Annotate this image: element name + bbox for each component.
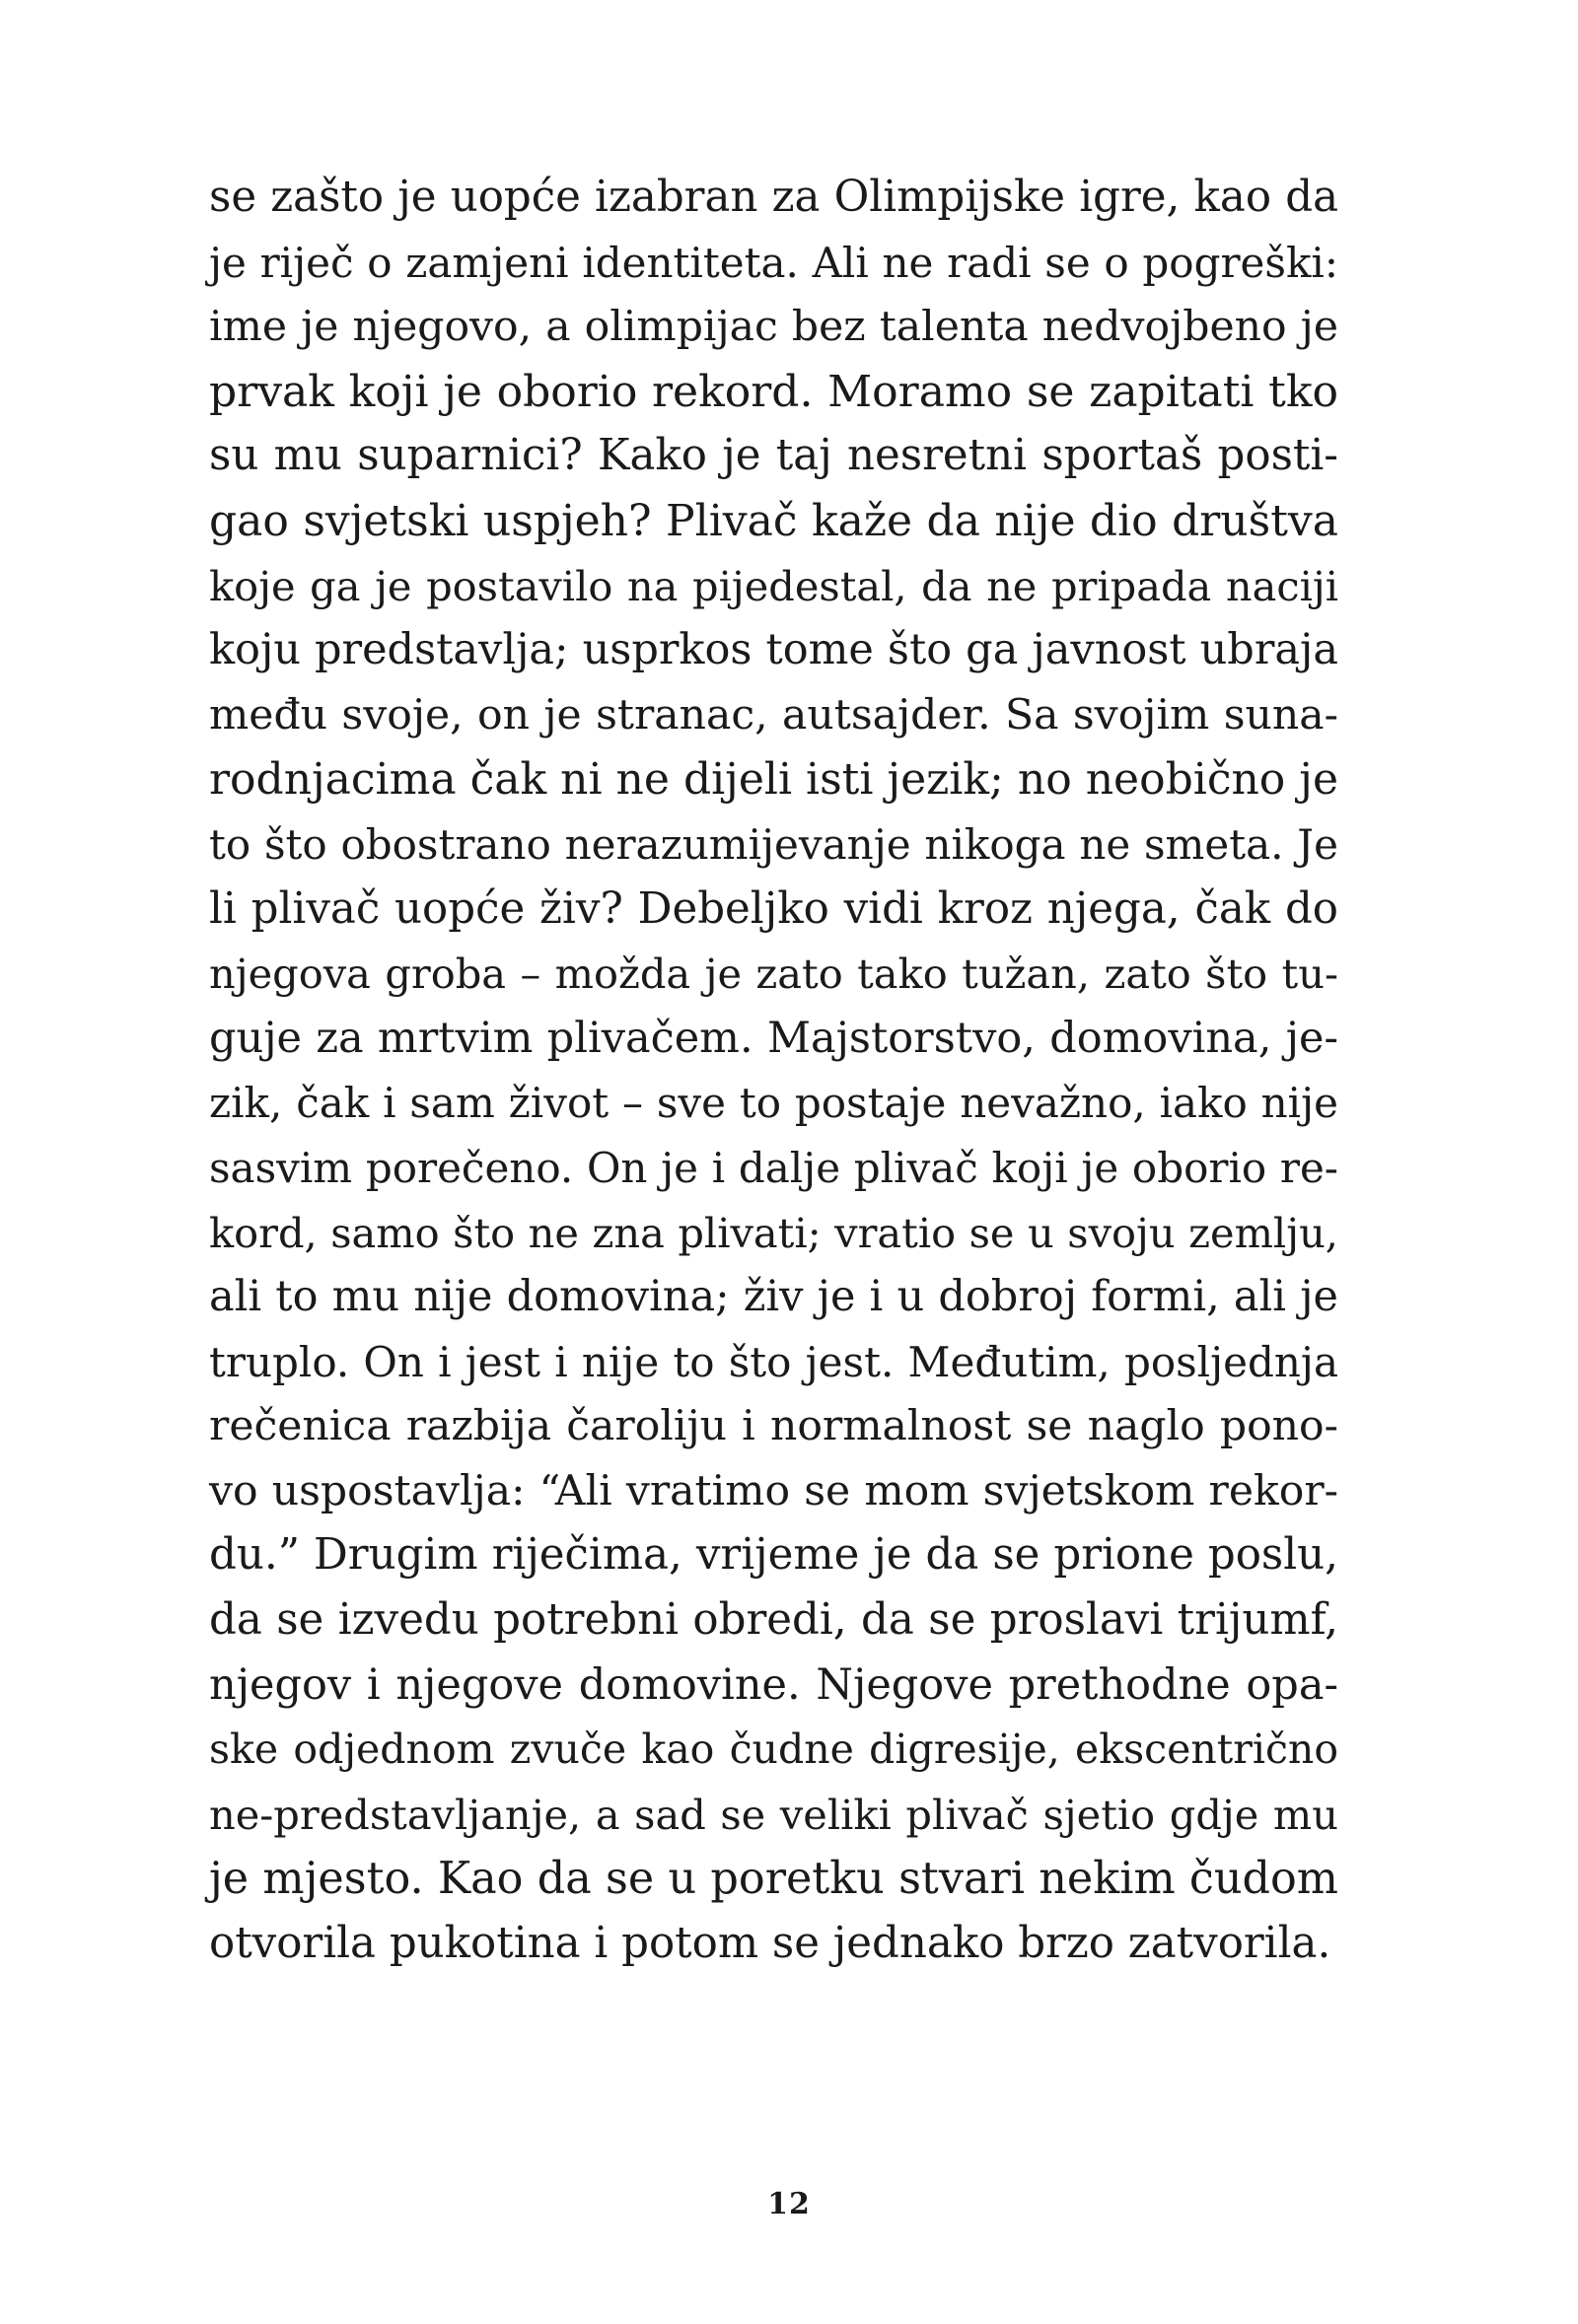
text-line: zik, čak i sam život – sve to postaje nevažno, iako nije (209, 1079, 1338, 1128)
text-line: truplo. On i jest i nije to što jest. Međutim, posljednja (209, 1337, 1338, 1386)
text-line: ime je njegovo, a olimpijac bez talenta nedvojbeno je (209, 303, 1338, 352)
text-line: to što obostrano nerazumijevanje nikoga ne smeta. Je (209, 819, 1338, 869)
text-line: li plivač uopće živ? Debeljko vidi kroz njega, čak do (209, 883, 1338, 934)
text-line: otvorila pukotina i potom se jednako brzo zatvorila. (209, 1919, 1331, 1969)
text-line: ali to mu nije domovina; živ je i u dobroj formi, ali je (209, 1272, 1338, 1322)
text-line: među svoje, on je stranac, autsajder. Sa svojim suna- (209, 690, 1338, 739)
text-line: koje ga je postavilo na pijedestal, da ne pripada naciji (209, 561, 1338, 610)
page-number: 12 (767, 2187, 811, 2221)
text-line: rečenica razbija čaroliju i normalnost se naglo pono- (209, 1402, 1338, 1451)
text-line: je mjesto. Kao da se u poretku stvari nekim čudom (209, 1854, 1338, 1905)
text-line: guje za mrtvim plivačem. Majstorstvo, domovina, je- (209, 1013, 1338, 1063)
text-line: se zašto je uopće izabran za Olimpijske igre, kao da (209, 173, 1338, 222)
text-line: kord, samo što ne zna plivati; vratio se u svoju zemlju, (209, 1208, 1338, 1257)
text-line: je riječ o zamjeni identiteta. Ali ne radi se o pogreški: (209, 238, 1338, 287)
text-line: ne-predstavljanje, a sad se veliki plivač sjetio gdje mu (209, 1790, 1338, 1839)
text-line: prvak koji je oborio rekord. Moramo se zapitati tko (209, 366, 1338, 417)
text-line: su mu suparnici? Kako je taj nesretni sportaš posti- (209, 431, 1338, 481)
text-line: vo uspostavlja: “Ali vratimo se mom svjetskom rekor- (209, 1466, 1338, 1515)
text-line: njegov i njegove domovine. Njegove prethodne opa- (209, 1659, 1338, 1710)
text-line: koju predstavlja; usprkos tome što ga javnost ubraja (209, 625, 1338, 675)
body-text (209, 166, 1338, 1977)
text-line: da se izvedu potrebni obredi, da se proslavi trijumf, (209, 1595, 1338, 1646)
text-line: njegova groba – možda je zato tako tužan, zato što tu- (209, 950, 1338, 999)
text-line: rodnjacima čak ni ne dijeli isti jezik; no neobično je (209, 754, 1338, 806)
text-line: du.” Drugim riječima, vrijeme je da se prione poslu, (209, 1530, 1338, 1581)
text-line: gao svjetski uspjeh? Plivač kaže da nije dio društva (209, 495, 1338, 546)
text-line: ske odjednom zvuče kao čudne digresije, ekscentrično (209, 1725, 1338, 1774)
text-line: sasvim porečeno. On je i dalje plivač koji je oborio re- (209, 1143, 1338, 1192)
